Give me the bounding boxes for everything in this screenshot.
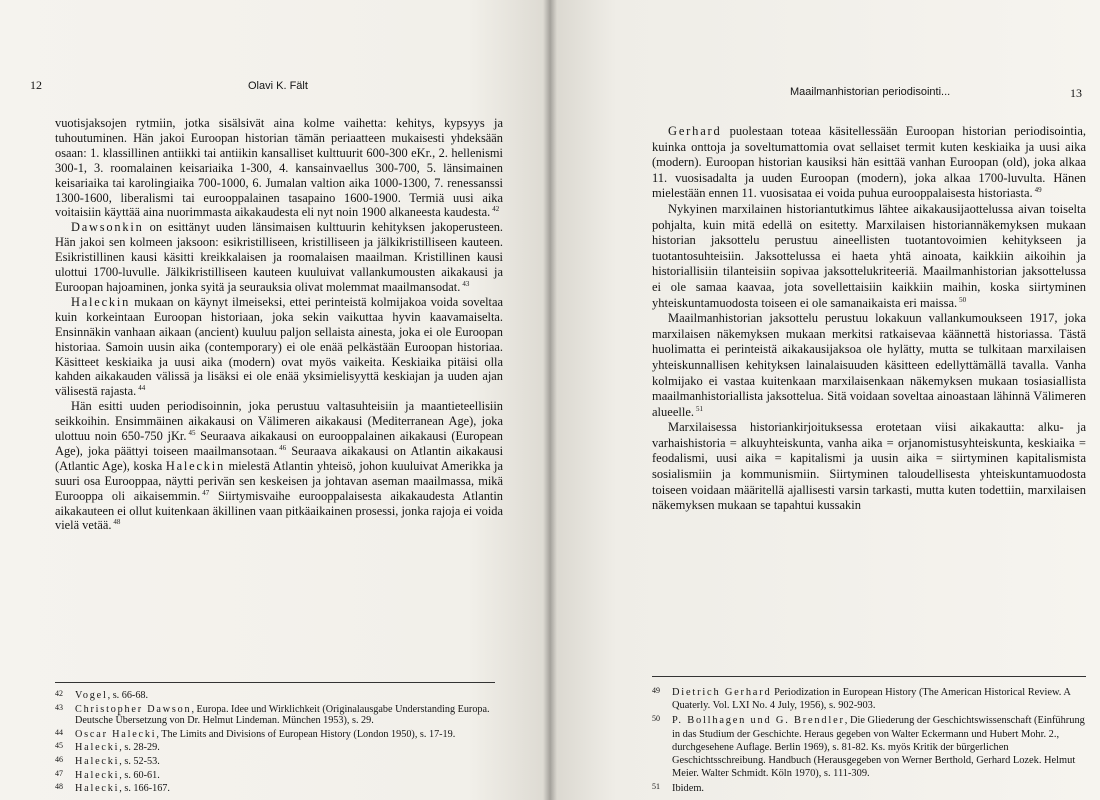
left-running-head	[0, 78, 550, 96]
footnote: 43 Christopher Dawson, Europa. Idee und Wirklichkeit (Originalausgabe Understanding Europa. Deutsche Übersetzung von Dr. Helmut Lindeman. München 1953), s. 29.	[55, 702, 490, 727]
footnote: 47 Halecki, s. 60-61.	[55, 768, 160, 781]
footnote-ref: 44	[138, 384, 146, 393]
right-body-text	[652, 124, 1086, 514]
footnote-ref: 51	[696, 404, 703, 413]
footnote-ref: 49	[1034, 186, 1042, 195]
paragraph: Maailmanhistorian jaksottelu perustuu lokakuun vallankumoukseen 1917, joka marxilaisen näkemyksen mukaan merkitsi ratkaisevaa käännettä historiassa. Tästä huolimatta ei perinteistä aikakausijaksoa ole hylätty, mutta se tulkitaan marxilaisen yhteiskunnallisen kehityksen lainalaisuuden käsitteen edellyttämällä tavalla. Vanha kolmijako ei vastaa kuitenkaan marxilaisenkaan näkemyksen mukaan tosiasiallista maailmanhistoriallista jaksottelua. Sitä voidaan soveltaa ainoastaan lähinnä Välimeren alueelle. $^{51}$	[652, 311, 1086, 419]
footnote-ref: 47	[202, 488, 210, 497]
paragraph: Haleckin mukaan on käynyt ilmeiseksi, ettei perinteistä kolmijakoa voida soveltaa kuin korkeintaan Euroopan historiaan, joka sekin vaikuttaa hyvin kaavamaiselta. Ensinnäkin vanhaan aikaan (ancient) kuuluu paljon sellaista ainesta, joka ei ole Euroopan historiaa. Samoin uusin aika (contemporary) ei ole enää pelkästään Euroopan historiaa. Käsitteet keskiaika ja uusi aika (modern) ovat myös vaikeita. Keskiaika pitäisi olla kahden aikakauden välissä ja lisäksi ei ole enää yksimielisyyttä keskiajan ja uuden ajan välisestä rajasta. $^{44}$	[55, 294, 503, 399]
book-gutter	[543, 0, 557, 800]
footnote-divider	[652, 676, 1086, 677]
paragraph: Hän esitti uuden periodisoinnin, joka perustuu valtasuhteisiin ja maantieteellisiin seikkoihin. Ensimmäinen aikakausi on Välimeren aikakausi (Mediterranean Age), joka ulottuu noin 650-750 jKr. $^{45}$ Seuraava aikakausi on eurooppalainen aikakausi (European Age), joka päättyi toiseen maailmansotaan. $^{46}$ Seuraava aikakausi on Atlantin aikakausi (Atlantic Age), koska Haleckin mielestä Atlantin yhteisö, johon kuuluivat Amerikka ja suuri osa Eurooppaa, näytti perivän sen keskeisen ja johtavan aseman maailmassa, mikä Eurooppa oli aikaisemmin. $^{47}$ Siirtymisvaihe eurooppalaisesta aikakaudesta Atlantin aikakauteen ei ollut kuitenkaan äkillinen vaan pitkäaikainen prosessi, jonka rajoja ei voida vielä vetää. $^{48}$	[55, 399, 504, 533]
paragraph: vuotisjaksojen rytmiin, jotka sisälsivät aina kolme vaihetta: kehitys, kypsyys ja tuhoutuminen. Hän jakoi Euroopan historian tämän periaatteen mukaisesti yhdeksään osaan: 1. klassillinen antiikki tai antiikin kansalliset kulttuurit 600-300 eKr., 2. hellenismi 300-1, 3. roomalainen keisariaika 1-300, 4. kansainvaellus 300-700, 5. länsimainen keisariaika tai karolingiaika 700-1000, 6. Jumalan valtion aika 1000-1300, 7. renessanssi 1300-1600, liberalismi tai eurooppalainen tasapaino 1600-1900. Termiä uusi aika voitaisiin käyttää aina nuorimmasta aikakaudesta eli nyt noin 1900 alkaneesta kaudesta. $^{42}$	[55, 116, 503, 220]
left-footnotes	[55, 688, 505, 795]
right-running-title: Maailmanhistorian periodisointi...	[790, 86, 951, 98]
footnote: 46 Halecki, s. 52-53.	[55, 754, 160, 767]
left-body-text	[55, 116, 503, 533]
footnote: 48 Halecki, s. 166-167.	[55, 782, 170, 795]
footnote-ref: 50	[959, 295, 967, 304]
left-page-number: 12	[30, 78, 42, 92]
footnote: 44 Oscar Halecki, The Limits and Divisions of European History (London 1950), s. 17-19.	[55, 727, 456, 740]
author-name: Dawsonkin	[71, 220, 144, 235]
footnote: 50 P. Bollhagen und G. Brendler, Die Gliederung der Geschichtswissenschaft (Einführung in das Studium der Geschichte. Heraus gegeben von Walter Eckermann und Hubert Mohr. 2., durchgesehene Auflage. Berlin 1969), s. 81-82. Ks. myös Kritik der bürgerlichen Geschichtsschreibung. Handbuch (Herausgegeben von Werner Berthold, Gerhard Lozek. Helmut Meier. Walter Schmidt. Köln 1970), s. 111-309.	[652, 714, 1085, 780]
footnote-ref: 46	[279, 443, 287, 452]
author-name: Haleckin	[165, 458, 225, 473]
right-page	[550, 0, 1100, 800]
footnote-ref: 43	[462, 279, 470, 288]
right-running-head	[550, 78, 1100, 100]
footnote-ref: 48	[113, 518, 121, 527]
footnote: 45 Halecki, s. 28-29.	[55, 741, 160, 754]
footnote: 49 Dietrich Gerhard Periodization in European History (The American Historical Review. A Quaterly. Vol. LXI No. 4 July, 1956), s. 902-903.	[652, 686, 1071, 712]
footnote-ref: 45	[188, 429, 196, 438]
paragraph: Marxilaisessa historiankirjoituksessa erotetaan viisi aikakautta: alku- ja varhaishistoria = alkuyhteiskunta, vanha aika = orjanomistusyhteiskunta, keskiaika = feodalismi, uusi aika = kapitalismi ja uusin aika = siirtyminen kapitalismista sosialismiin ja kommunismiin. Siirtyminen taloudellisesta yhteiskuntamuodosta toiseen voidaan määritellä ajallisesti varsin tarkasti, mutta kuten todettiin, marxilaisen näkemyksen mukaan se tapahtui kussakin	[652, 420, 1086, 513]
footnote-divider	[55, 682, 495, 683]
paragraph: Nykyinen marxilainen historiantutkimus lähtee aikakausijaottelussa aivan toiselta pohjalta, kuin mitä edellä on esitetty. Marxilaisen historiannäkemyksen mukaan historian jaksottelu perustuu aineellisten tuotantovoimien kehitykseen ja tuotantosuhteisiin. Jaksottelussa ei haeta yhtä ainoata, kaikkiin aikoihin ja historiallisiin tilanteisiin sopivaa jaksottelukriteeriä. Maailmanhistorian jaksottelussa ei ole samaa kaavaa, jota sovellettaisiin kaikkiin maihin, koska siirtyminen yhteiskuntamuodosta toiseen ei ole samanaikaista eri maissa. $^{50}$	[652, 201, 1086, 310]
right-footnotes	[652, 684, 1088, 796]
author-name: Gerhard	[668, 124, 722, 138]
paragraph: Dawsonkin on esittänyt uuden länsimaisen kulttuurin kehityksen jakoperusteen. Hän jakoi sen kolmeen jaksoon: esikristilliseen, kristilliseen ja jälkikristilliseen kauteen. Esikristillinen kausi käsitti kreikkalaisen ja roomalaisen maailman. Kristillinen kausi ulottui 1700-luvulle. Jälkikristilliseen kauteen kuuluivat vallankumousten aikakausi ja Euroopan hajoaminen, jonka syitä ja seurauksia olivat molemmat maailmansodat. $^{43}$	[55, 220, 503, 294]
author-name: Haleckin	[71, 294, 131, 309]
left-running-title: Olavi K. Fält	[248, 80, 308, 92]
right-page-number: 13	[1070, 86, 1082, 100]
footnote: 51 Ibidem.	[652, 782, 705, 795]
footnote-ref: 42	[492, 205, 500, 214]
footnote: 42 Vogel, s. 66-68.	[55, 689, 149, 701]
paragraph: Gerhard puolestaan toteaa käsitellessään Euroopan historian periodisointia, kuinka onttoja ja soveltumattomia ovat sellaiset termit kuten keskiaika ja uusi aika (modern). Euroopan historian kausiksi hän esittää vanhan Euroopan (old), joka alkaa 11. vuosisadalta ja uuden Euroopan (modern), joka alkaa 1700-luvulta. Hänen mielestään ennen 11. vuosisataa ei voida puhua eurooppalaisesta historiasta. $^{49}$	[652, 124, 1086, 201]
